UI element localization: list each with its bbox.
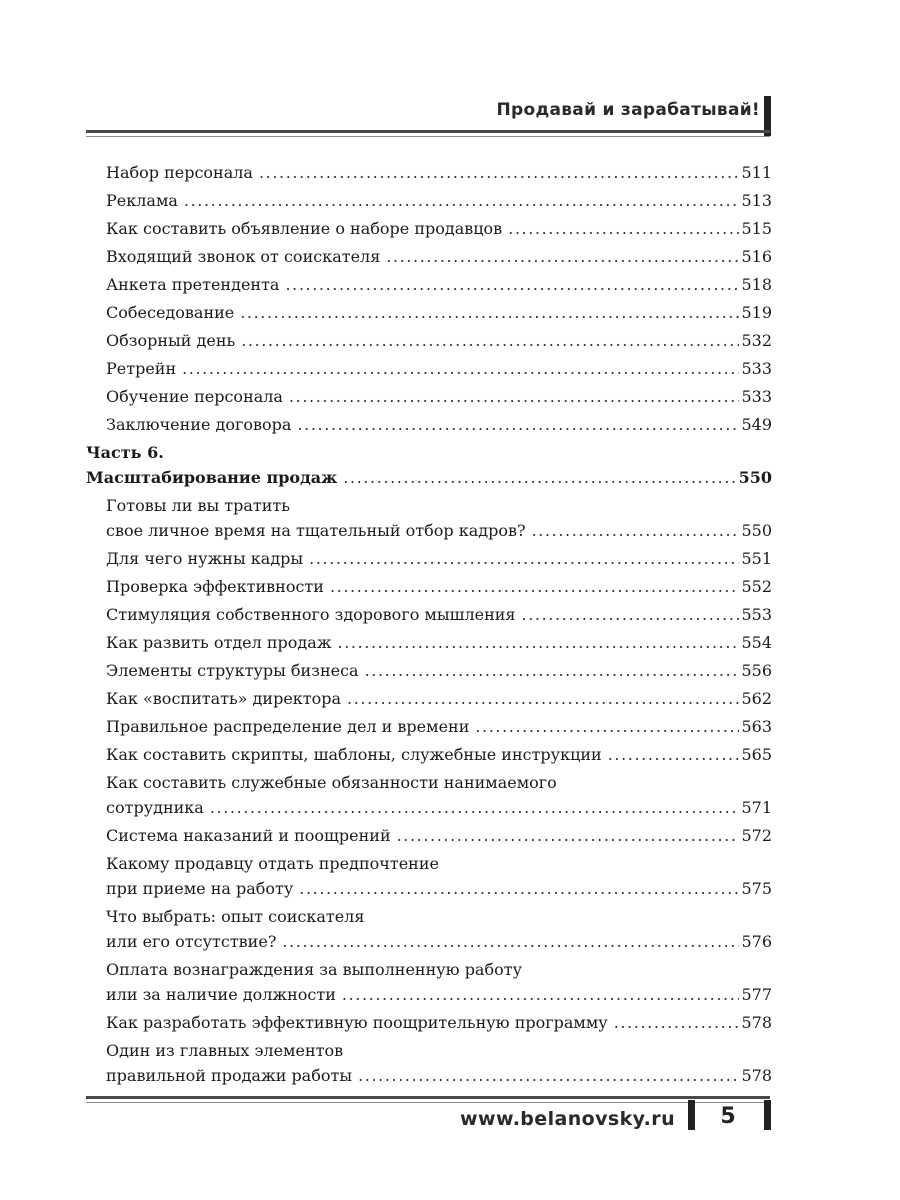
toc-entry-page: 563 [741,717,772,736]
toc-entry-label: Заключение договора [106,415,292,434]
toc-entry-label: правильной продажи работы [106,1066,353,1085]
toc-entry[interactable] [86,328,772,353]
toc-entry[interactable] [86,714,772,739]
toc-entry-label: Ретрейн [106,359,177,378]
dot-leader [614,1010,740,1035]
dot-leader [210,795,740,820]
toc-entry-page: 511 [741,163,772,182]
toc-entry-label: свое личное время на тщательный отбор кадров? [106,521,526,540]
toc-entry-page: 516 [741,247,772,266]
header-rule [86,130,770,133]
toc-entry[interactable] [86,851,772,901]
toc-entry-page: 518 [741,275,772,294]
dot-leader [241,328,739,353]
toc-entry[interactable] [86,493,772,543]
toc-entry[interactable] [86,356,772,381]
footer-bar-ornament-left [688,1100,695,1130]
toc-entry-label: Реклама [106,191,178,210]
header-rule-thin [86,136,770,137]
dot-leader [330,574,740,599]
dot-leader [358,1063,739,1088]
toc-entry[interactable] [86,272,772,297]
toc-entry[interactable] [86,1010,772,1035]
toc-entry-label: Для чего нужны кадры [106,549,304,568]
toc-entry[interactable] [86,742,772,767]
toc-part-entry[interactable] [86,465,772,490]
toc-entry-page: 565 [741,745,772,764]
toc-entry-page: 532 [741,331,772,350]
running-head [86,96,760,134]
toc-entry[interactable] [86,188,772,213]
toc-entry-page: 575 [741,879,772,898]
toc-entry-page: 576 [741,932,772,951]
toc-entry[interactable] [86,244,772,269]
toc-entry[interactable] [86,957,772,1007]
toc-entry-label: сотрудника [106,798,204,817]
running-head-title: Продавай и зарабатывай! [496,100,760,120]
dot-leader [285,272,739,297]
toc-entry[interactable] [86,658,772,683]
toc-entry-page: 571 [741,798,772,817]
toc-entry-label: Как составить скрипты, шаблоны, служебные инструкции [106,745,602,764]
part-title: Масштабирование продаж [86,468,338,487]
toc-entry-label-line1: Оплата вознаграждения за выполненную работу [106,960,522,979]
footer-bar-ornament-right [764,1100,771,1130]
dot-leader [342,982,740,1007]
toc-entry[interactable] [86,630,772,655]
part-number: Часть 6. [86,443,164,462]
toc-entry-page: 551 [741,549,772,568]
toc-entry[interactable] [86,300,772,325]
dot-leader [309,546,739,571]
toc-entry-label: Как «воспитать» директора [106,689,342,708]
table-of-contents [86,160,772,1091]
toc-entry-page: 562 [741,689,772,708]
toc-entry-page: 572 [741,826,772,845]
toc-entry-page: 550 [741,521,772,540]
toc-entry[interactable] [86,574,772,599]
toc-entry-page: 533 [741,359,772,378]
toc-entry-label: при приеме на работу [106,879,294,898]
dot-leader [397,823,740,848]
dot-leader [508,216,739,241]
toc-entry-label: Набор персонала [106,163,253,182]
toc-entry[interactable] [86,216,772,241]
dot-leader [338,630,740,655]
toc-entry-label: Обучение персонала [106,387,283,406]
toc-entry-page: 578 [741,1013,772,1032]
toc-entry-page: 549 [741,415,772,434]
dot-leader [475,714,739,739]
toc-entry[interactable] [86,770,772,820]
toc-entry-page: 554 [741,633,772,652]
toc-entry-page: 533 [741,387,772,406]
dot-leader [532,518,740,543]
toc-entry-label: Собеседование [106,303,235,322]
toc-entry[interactable] [86,160,772,185]
dot-leader [608,742,740,767]
toc-entry-label: Входящий звонок от соискателя [106,247,381,266]
toc-entry-label: или его отсутствие? [106,932,277,951]
dot-leader [522,602,740,627]
toc-entry[interactable] [86,904,772,954]
toc-entry-label: Обзорный день [106,331,236,350]
footer-rule-thin [86,1102,770,1103]
toc-entry[interactable] [86,602,772,627]
dot-leader [240,300,739,325]
footer-rule [86,1096,770,1099]
dot-leader [343,465,736,490]
dot-leader [184,188,740,213]
toc-entry-label: Элементы структуры бизнеса [106,661,359,680]
toc-entry-label-line1: Один из главных элементов [106,1041,344,1060]
page-number: 5 [720,1104,736,1129]
toc-entry-label: Стимуляция собственного здорового мышления [106,605,516,624]
footer-url[interactable]: www.belanovsky.ru [460,1108,675,1130]
dot-leader [289,384,739,409]
toc-entry-page: 519 [741,303,772,322]
toc-entry-label: Система наказаний и поощрений [106,826,391,845]
toc-entry-label-line1: Что выбрать: опыт соискателя [106,907,365,926]
toc-entry-page: 553 [741,605,772,624]
toc-entry[interactable] [86,384,772,409]
dot-leader [297,412,739,437]
toc-entry-page: 578 [741,1066,772,1085]
toc-entry[interactable] [86,823,772,848]
toc-entry-page: 515 [741,219,772,238]
toc-entry-label: Как составить объявление о наборе продавцов [106,219,503,238]
dot-leader [347,686,739,711]
toc-entry-page: 556 [741,661,772,680]
toc-entry-label: Как разработать эффективную поощрительную программу [106,1013,608,1032]
toc-entry-label-line1: Какому продавцу отдать предпочтение [106,854,439,873]
dot-leader [259,160,739,185]
toc-entry-label: Проверка эффективности [106,577,324,596]
dot-leader [386,244,739,269]
toc-entry-page: 513 [741,191,772,210]
dot-leader [282,929,739,954]
toc-entry-label: или за наличие должности [106,985,336,1004]
dot-leader [299,876,739,901]
toc-entry-label: Правильное распределение дел и времени [106,717,470,736]
toc-entry-page: 577 [741,985,772,1004]
toc-entry-label-line1: Готовы ли вы тратить [106,496,290,515]
toc-entry-page: 552 [741,577,772,596]
dot-leader [365,658,740,683]
dot-leader [182,356,739,381]
toc-entry[interactable] [86,546,772,571]
toc-entry-label: Как развить отдел продаж [106,633,332,652]
toc-entry[interactable] [86,1038,772,1088]
toc-entry-label: Анкета претендента [106,275,280,294]
toc-entry-label-line1: Как составить служебные обязанности нанимаемого [106,773,557,792]
part-page: 550 [738,468,772,487]
toc-entry[interactable] [86,686,772,711]
toc-entry[interactable] [86,412,772,437]
